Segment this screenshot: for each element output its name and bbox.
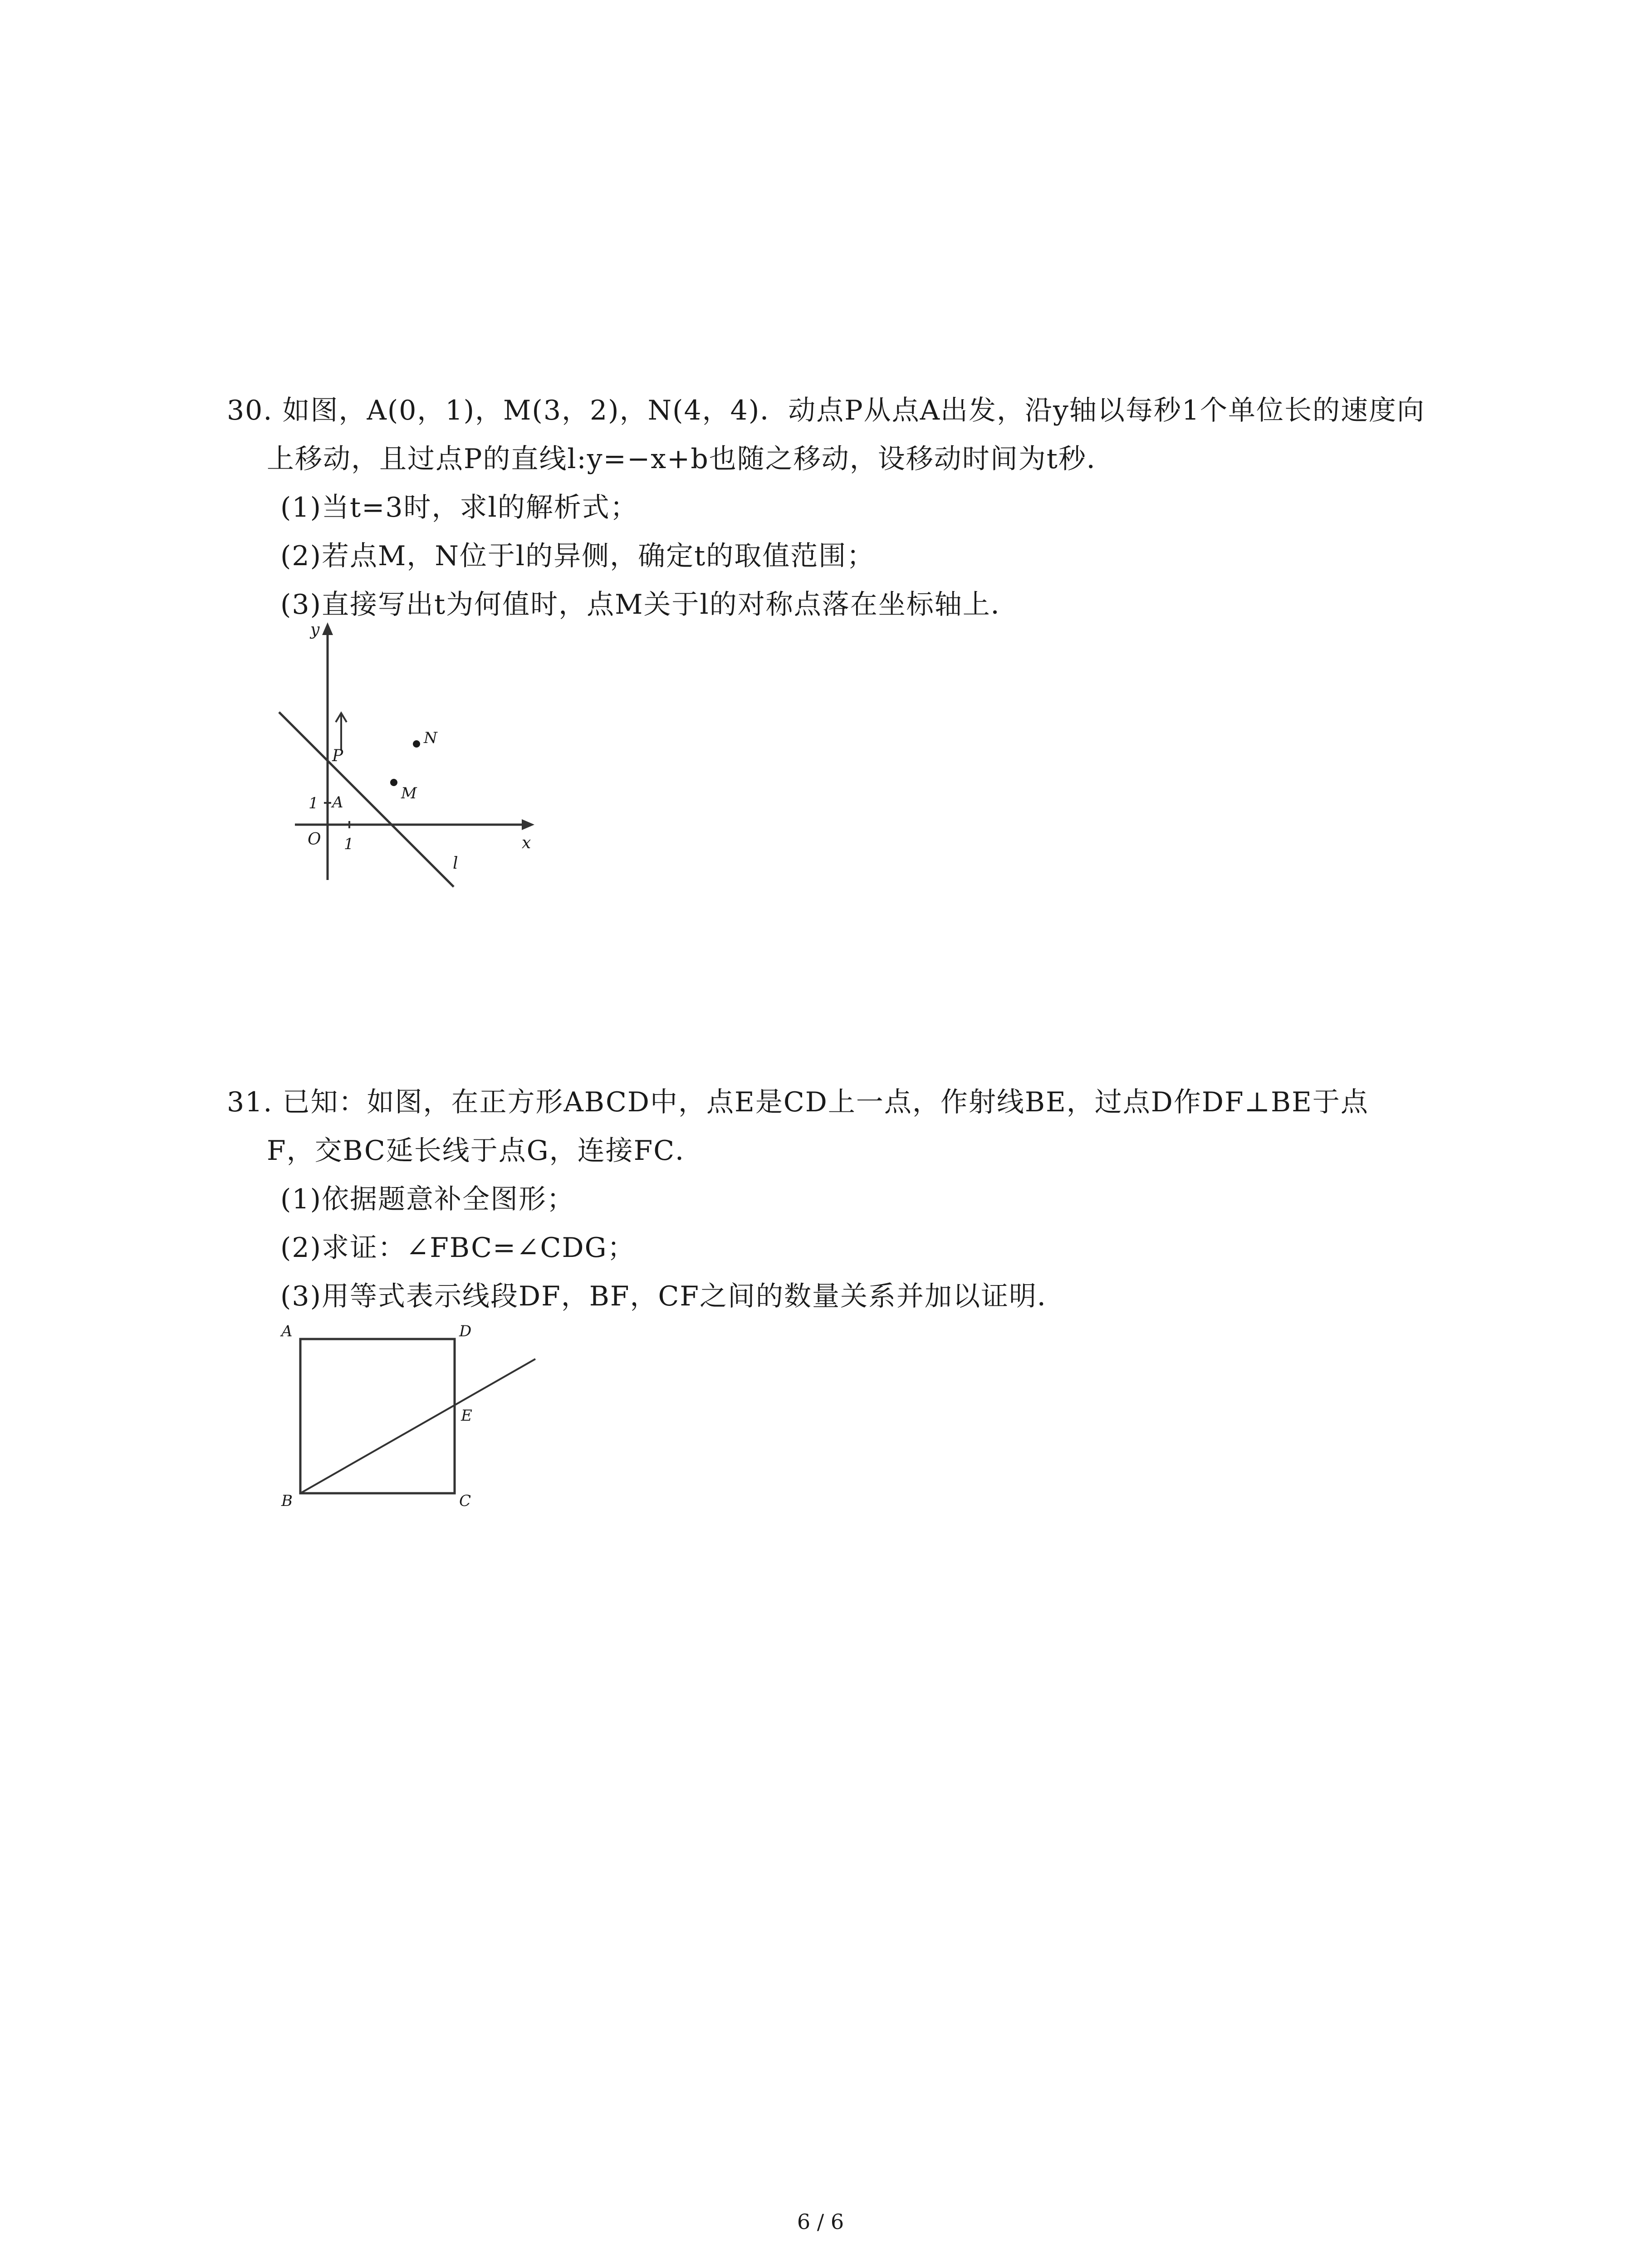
label-1-x: 1 [344, 835, 354, 853]
label-b: B [281, 1492, 293, 1510]
q30-stem-line1: 30. 如图，A(0，1)，M(3，2)，N(4，4)．动点P从点A出发，沿y轴以每秒1个单位长的速度向 [227, 395, 1425, 426]
q31-item-3: (3)用等式表示线段DF，BF，CF之间的数量关系并加以证明． [280, 1281, 1065, 1312]
label-a: A [332, 793, 343, 811]
point-m [390, 779, 397, 786]
q31-stem-line2: F，交BC延长线于点G，连接FC． [267, 1135, 704, 1167]
label-l: l [453, 854, 458, 873]
label-e: E [461, 1407, 472, 1425]
page-number: 6 / 6 [797, 2209, 844, 2234]
q30-stem-line2: 上移动，且过点P的直线l:y=−x+b也随之移动，设移动时间为t秒． [267, 443, 1115, 475]
y-axis-arrow [322, 622, 333, 635]
label-m: M [401, 784, 417, 802]
label-1-y: 1 [309, 794, 318, 812]
label-d: D [459, 1322, 472, 1340]
label-p: P [332, 747, 343, 765]
q30-coordinate-figure [272, 617, 554, 898]
q31-stem-line1: 31. 已知：如图，在正方形ABCD中，点E是CD上一点，作射线BE，过点D作DF⊥BE于点 [227, 1086, 1369, 1118]
q30-item-2: (2)若点M，N位于l的异侧，确定t的取值范围； [280, 540, 875, 572]
q31-square-figure [272, 1315, 554, 1515]
q30-item-3: (3)直接写出t为何值时，点M关于l的对称点落在坐标轴上． [280, 589, 1019, 621]
point-n [413, 740, 420, 748]
x-axis-arrow [522, 819, 534, 830]
label-y: y [310, 621, 320, 639]
label-o: O [308, 830, 321, 849]
label-a: A [281, 1322, 293, 1340]
square-abcd [300, 1339, 455, 1493]
q31-item-1: (1)依据题意补全图形； [280, 1183, 575, 1215]
label-c: C [459, 1492, 471, 1510]
ray-be [300, 1359, 535, 1493]
label-x: x [522, 834, 531, 852]
q31-item-2: (2)求证：∠FBC=∠CDG； [280, 1232, 636, 1264]
q30-item-1: (1)当t=3时，求l的解析式； [280, 492, 638, 523]
label-n: N [424, 729, 437, 747]
